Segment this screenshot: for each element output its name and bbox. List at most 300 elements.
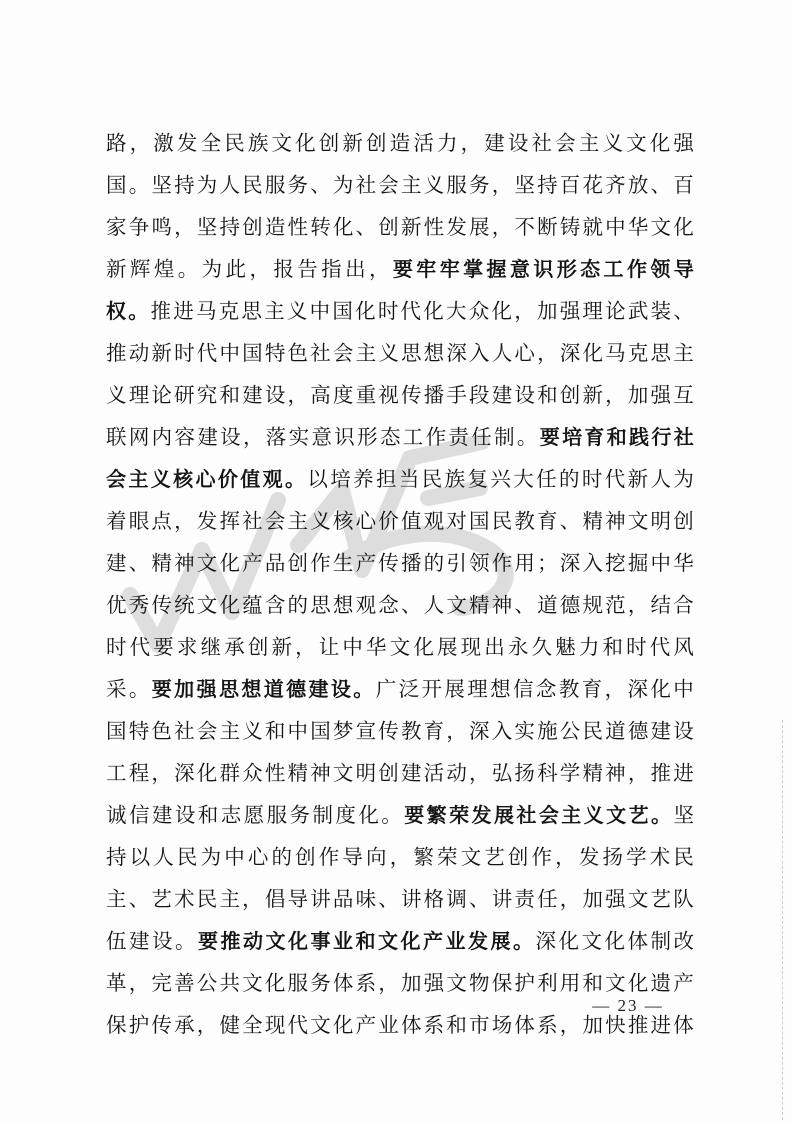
- text-char: 利: [537, 971, 558, 995]
- text-char: 以: [129, 845, 151, 869]
- text-char: 进: [650, 1013, 671, 1037]
- text-char: 魅: [555, 635, 576, 659]
- text-char: 观: [423, 509, 445, 533]
- text-char: 点: [151, 509, 172, 533]
- text-char: 义: [378, 341, 399, 365]
- text-char: 主: [355, 341, 377, 365]
- text-char: 建: [491, 383, 513, 407]
- text-char: 求: [176, 635, 198, 659]
- text-char: 继: [200, 635, 222, 659]
- text-char: 播: [423, 383, 445, 407]
- text-char: 让: [318, 635, 340, 659]
- text-char: 中: [650, 551, 671, 575]
- bold-char: 设: [330, 677, 351, 701]
- text-char: 明: [355, 761, 377, 785]
- text-char: 识: [334, 425, 355, 449]
- text-char: 制: [494, 425, 515, 449]
- text-char: 加: [582, 887, 603, 911]
- bold-char: 业: [333, 929, 353, 953]
- text-char: 精: [582, 761, 603, 785]
- text-char: 态: [379, 425, 401, 449]
- text-char: 传: [151, 1013, 172, 1037]
- text-char: 导: [287, 887, 308, 911]
- text-char: ，: [389, 845, 411, 869]
- text-char: 建: [484, 131, 505, 155]
- text-char: 强: [423, 971, 445, 995]
- text-char: 化: [219, 593, 240, 617]
- text-char: 。: [381, 803, 402, 827]
- text-char: 育: [581, 677, 603, 701]
- text-char: 文: [271, 131, 292, 155]
- text-char: 、: [128, 551, 150, 575]
- text-char: 作: [491, 551, 513, 575]
- text-char: 化: [332, 1013, 354, 1037]
- text-line: [106, 668, 694, 710]
- text-char: ，: [605, 383, 626, 407]
- text-char: 人: [219, 173, 240, 197]
- text-char: 化: [558, 929, 579, 953]
- text-char: 理: [582, 299, 603, 323]
- bold-char: 文: [606, 803, 627, 827]
- text-char: 全: [200, 131, 222, 155]
- text-char: 入: [491, 719, 513, 743]
- bold-char: 握: [486, 257, 507, 281]
- text-char: 。: [175, 929, 196, 953]
- text-char: 色: [151, 719, 172, 743]
- text-char: ，: [174, 215, 195, 239]
- text-char: ，: [559, 1013, 581, 1037]
- text-char: 采: [106, 677, 127, 701]
- text-char: 社: [355, 173, 377, 197]
- text-char: 快: [605, 1013, 626, 1037]
- text-char: 风: [673, 635, 694, 659]
- text-char: 生: [332, 551, 354, 575]
- text-char: 主: [106, 887, 127, 911]
- text-char: 思: [400, 341, 422, 365]
- text-char: 为: [673, 467, 694, 491]
- bold-char: 化: [288, 929, 308, 953]
- text-char: 展: [436, 635, 458, 659]
- text-char: 品: [332, 887, 354, 911]
- text-char: 国: [469, 509, 490, 533]
- text-char: 念: [378, 593, 399, 617]
- text-char: 化: [627, 971, 649, 995]
- text-char: 主: [673, 341, 694, 365]
- text-char: 新: [106, 257, 127, 281]
- text-char: 繁: [413, 845, 434, 869]
- text-char: 高: [310, 383, 331, 407]
- text-char: 文: [389, 635, 411, 659]
- text-char: 系: [355, 971, 377, 995]
- bold-char: 思: [218, 677, 239, 701]
- text-char: 化: [582, 341, 603, 365]
- text-char: 国: [106, 719, 127, 743]
- text-char: 德: [627, 719, 649, 743]
- bold-char: 领: [650, 257, 671, 281]
- text-char: 报: [273, 257, 294, 281]
- text-char: 担: [376, 467, 397, 491]
- text-char: 深: [559, 551, 581, 575]
- text-char: 力: [578, 635, 600, 659]
- text-char: 志: [220, 803, 242, 827]
- text-char: 化: [355, 299, 376, 323]
- bold-char: 培: [562, 425, 583, 449]
- text-char: 新: [271, 635, 292, 659]
- text-char: 化: [264, 971, 286, 995]
- text-char: 承: [174, 1013, 195, 1037]
- bold-char: 要: [392, 257, 413, 281]
- text-char: 育: [537, 509, 558, 533]
- text-line: [106, 584, 694, 626]
- text-char: ，: [151, 761, 172, 785]
- text-char: 荣: [436, 845, 458, 869]
- bold-char: 要: [151, 677, 172, 701]
- text-char: 华: [366, 635, 387, 659]
- text-char: 论: [605, 299, 626, 323]
- text-char: 制: [650, 929, 671, 953]
- bold-char: 牢: [439, 257, 460, 281]
- text-char: 创: [507, 845, 529, 869]
- text-char: 用: [514, 551, 535, 575]
- text-char: 化: [650, 677, 671, 701]
- text-char: 讲: [491, 887, 513, 911]
- text-char: 文: [460, 845, 482, 869]
- text-char: 保: [106, 1013, 127, 1037]
- text-char: 联: [106, 425, 127, 449]
- text-char: 弘: [491, 761, 513, 785]
- text-char: 特: [128, 719, 150, 743]
- bold-char: 会: [538, 803, 559, 827]
- text-char: 国: [332, 299, 353, 323]
- text-char: 和: [582, 971, 603, 995]
- text-char: 设: [264, 383, 286, 407]
- text-char: 众: [468, 299, 490, 323]
- text-char: 国: [242, 341, 263, 365]
- text-char: 产: [355, 551, 377, 575]
- text-char: 建: [242, 383, 263, 407]
- text-char: 文: [446, 971, 467, 995]
- text-char: 传: [400, 383, 422, 407]
- text-char: 信: [128, 803, 150, 827]
- text-char: 深: [559, 341, 581, 365]
- text-char: 核: [332, 509, 354, 533]
- text-char: 值: [400, 509, 422, 533]
- text-char: 代: [196, 341, 218, 365]
- text-char: 任: [537, 887, 558, 911]
- text-char: 力: [436, 131, 458, 155]
- text-char: 泛: [398, 677, 420, 701]
- text-char: 以: [307, 467, 328, 491]
- bold-char: 主: [561, 803, 582, 827]
- text-char: 责: [514, 887, 535, 911]
- text-char: 神: [310, 761, 331, 785]
- text-char: 想: [332, 593, 354, 617]
- bold-char: 态: [580, 257, 601, 281]
- bold-char: 核: [173, 467, 194, 491]
- text-char: 蕴: [242, 593, 263, 617]
- text-char: 遗: [650, 971, 671, 995]
- text-char: 就: [582, 215, 603, 239]
- text-char: 义: [242, 719, 263, 743]
- text-char: 化: [295, 131, 316, 155]
- text-char: 国: [106, 173, 127, 197]
- bold-char: 要: [404, 803, 425, 827]
- text-char: 研: [174, 383, 195, 407]
- text-char: 改: [673, 929, 694, 953]
- text-char: 导: [342, 845, 363, 869]
- text-char: 务: [469, 173, 490, 197]
- text-char: 会: [264, 509, 286, 533]
- text-char: 活: [423, 761, 445, 785]
- text-char: 艺: [151, 887, 172, 911]
- text-char: 当: [398, 467, 420, 491]
- text-char: 中: [309, 299, 331, 323]
- text-char: ，: [469, 761, 490, 785]
- text-char: 人: [423, 593, 445, 617]
- text-char: 齐: [605, 173, 626, 197]
- text-char: 扬: [602, 845, 623, 869]
- text-line: [106, 500, 694, 542]
- text-line: [106, 374, 694, 416]
- text-char: 内: [151, 425, 173, 449]
- text-char: 善: [174, 971, 195, 995]
- text-char: 宣: [355, 719, 377, 743]
- text-char: 领: [469, 551, 490, 575]
- text-char: 神: [491, 593, 513, 617]
- text-char: 特: [264, 341, 286, 365]
- text-char: 化: [604, 929, 625, 953]
- text-char: 展: [444, 677, 465, 701]
- text-char: 着: [106, 509, 127, 533]
- text-char: 。: [516, 425, 538, 449]
- text-line: [106, 248, 694, 290]
- text-char: 艺: [650, 887, 671, 911]
- text-char: 告: [297, 257, 318, 281]
- text-char: ，: [491, 215, 513, 239]
- text-char: 此: [225, 257, 247, 281]
- text-char: ，: [174, 509, 195, 533]
- text-char: 产: [673, 971, 694, 995]
- text-char: 结: [650, 593, 671, 617]
- text-char: 新: [582, 383, 603, 407]
- text-char: 中: [342, 635, 363, 659]
- text-char: 深: [535, 929, 556, 953]
- text-char: ，: [559, 887, 581, 911]
- text-char: 、: [128, 887, 150, 911]
- text-char: 培: [330, 467, 351, 491]
- text-char: 挥: [219, 509, 240, 533]
- text-char: 主: [578, 131, 600, 155]
- text-char: 活: [413, 131, 434, 155]
- bold-char: 社: [516, 803, 537, 827]
- text-char: 、: [355, 215, 377, 239]
- text-char: 为: [196, 173, 218, 197]
- text-char: 创: [247, 635, 269, 659]
- page-edge-mark: [781, 720, 783, 1120]
- text-char: 物: [469, 971, 490, 995]
- text-char: 全: [242, 1013, 263, 1037]
- text-char: 建: [151, 803, 173, 827]
- text-char: 念: [535, 677, 557, 701]
- text-char: ，: [627, 761, 649, 785]
- text-char: 时: [174, 341, 195, 365]
- text-char: 文: [310, 1013, 331, 1037]
- text-char: 入: [582, 551, 603, 575]
- bold-char: 德: [286, 677, 307, 701]
- text-line: [106, 458, 694, 500]
- text-char: 化: [649, 131, 671, 155]
- text-char: 互: [673, 383, 694, 407]
- text-char: 工: [106, 761, 127, 785]
- text-char: 强: [650, 383, 671, 407]
- text-char: 传: [151, 593, 172, 617]
- text-char: ，: [129, 131, 151, 155]
- bold-char: 繁: [426, 803, 447, 827]
- text-char: ，: [368, 257, 390, 281]
- text-char: 设: [514, 383, 535, 407]
- text-char: 坚: [514, 173, 535, 197]
- text-char: 化: [219, 551, 240, 575]
- text-char: 现: [460, 635, 482, 659]
- text-char: 服: [446, 173, 467, 197]
- text-char: 学: [626, 845, 647, 869]
- bold-char: 想: [241, 677, 262, 701]
- bold-char: 和: [355, 929, 376, 953]
- text-char: 建: [197, 425, 218, 449]
- text-char: 持: [219, 215, 240, 239]
- text-char: 展: [469, 215, 490, 239]
- text-char: 加: [400, 971, 422, 995]
- bold-char: 牢: [416, 257, 437, 281]
- bold-char: 展: [493, 803, 514, 827]
- text-char: 神: [174, 551, 195, 575]
- text-char: 马: [195, 299, 217, 323]
- text-char: 场: [491, 1013, 513, 1037]
- text-char: 思: [310, 593, 331, 617]
- text-char: 的: [287, 593, 308, 617]
- bold-char: 强: [196, 677, 217, 701]
- bold-char: 主: [128, 467, 149, 491]
- text-char: 复: [467, 467, 488, 491]
- text-char: 新: [627, 467, 649, 491]
- text-char: 创: [242, 215, 263, 239]
- text-line: [106, 752, 694, 794]
- text-char: 工: [402, 425, 424, 449]
- text-char: 诚: [106, 803, 127, 827]
- text-char: 要: [153, 635, 174, 659]
- text-line: [106, 416, 694, 458]
- text-char: 会: [196, 719, 218, 743]
- page-number: — 23 —: [592, 996, 664, 1015]
- text-char: 马: [605, 341, 626, 365]
- text-char: 义: [106, 383, 127, 407]
- text-char: 文: [650, 215, 671, 239]
- text-line: [106, 122, 694, 164]
- text-char: 性: [264, 761, 286, 785]
- text-char: 设: [152, 929, 173, 953]
- text-char: 深: [627, 677, 648, 701]
- text-char: 装: [650, 299, 672, 323]
- bold-char: 业: [445, 929, 466, 953]
- text-char: 加: [536, 299, 558, 323]
- text-char: 合: [673, 593, 694, 617]
- bold-char: 。: [651, 803, 671, 827]
- bold-char: 。: [353, 677, 374, 701]
- text-char: 精: [469, 593, 490, 617]
- bold-char: 践: [629, 425, 650, 449]
- text-line: [106, 794, 694, 836]
- text-char: 播: [400, 551, 422, 575]
- text-char: 规: [582, 593, 603, 617]
- text-char: 代: [287, 1013, 308, 1037]
- text-char: 推: [627, 1013, 649, 1037]
- bold-char: 荣: [449, 803, 470, 827]
- text-char: 时: [377, 299, 399, 323]
- text-char: 化: [332, 215, 354, 239]
- text-char: ，: [555, 845, 576, 869]
- text-char: ，: [378, 971, 399, 995]
- text-char: 度: [332, 383, 354, 407]
- text-char: 鸣: [151, 215, 172, 239]
- text-char: 激: [153, 131, 174, 155]
- text-char: 建: [650, 719, 671, 743]
- text-char: 时: [106, 635, 127, 659]
- bold-char: 形: [556, 257, 577, 281]
- text-char: 意: [311, 425, 332, 449]
- bold-char: 。: [513, 929, 533, 953]
- text-char: 铸: [559, 215, 581, 239]
- text-char: 中: [287, 719, 308, 743]
- text-char: ，: [287, 383, 308, 407]
- text-char: 用: [559, 971, 581, 995]
- text-char: 德: [559, 593, 581, 617]
- text-char: 义: [602, 131, 623, 155]
- text-char: 容: [174, 425, 195, 449]
- text-char: 产: [355, 1013, 377, 1037]
- text-char: 公: [196, 971, 218, 995]
- text-char: 作: [310, 551, 331, 575]
- text-char: 色: [287, 341, 308, 365]
- text-char: 建: [400, 761, 422, 785]
- text-char: 转: [310, 215, 331, 239]
- text-line: [106, 836, 694, 878]
- text-char: 实: [514, 719, 535, 743]
- text-char: 化: [196, 761, 218, 785]
- bold-char: 。: [128, 299, 149, 323]
- bold-char: 识: [533, 257, 554, 281]
- text-char: 深: [446, 341, 467, 365]
- text-char: 为: [201, 257, 223, 281]
- text-char: 段: [469, 383, 490, 407]
- text-char: 观: [355, 593, 377, 617]
- text-char: 传: [378, 551, 399, 575]
- text-char: 文: [446, 593, 467, 617]
- text-char: 主: [219, 719, 240, 743]
- text-char: 代: [604, 467, 626, 491]
- text-char: 。: [128, 173, 150, 197]
- text-char: 教: [514, 509, 535, 533]
- text-char: 挖: [605, 551, 626, 575]
- text-char: 体: [627, 929, 648, 953]
- text-char: 市: [469, 1013, 490, 1037]
- text-char: 愿: [243, 803, 265, 827]
- text-char: 术: [649, 845, 671, 869]
- text-char: 开: [421, 677, 442, 701]
- text-char: 现: [264, 1013, 286, 1037]
- text-char: 克: [218, 299, 240, 323]
- bold-char: 义: [150, 467, 171, 491]
- bold-char: 展: [490, 929, 511, 953]
